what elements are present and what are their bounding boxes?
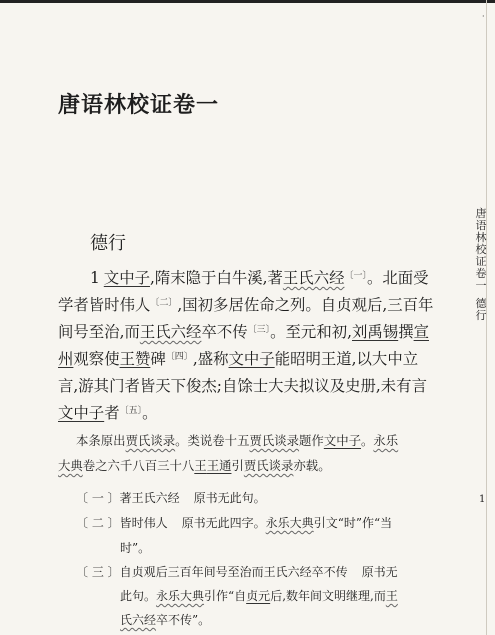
side-title-char: 卷 (475, 267, 487, 280)
book-name: 大典 (58, 458, 83, 473)
book-name: 永乐大典 (156, 589, 205, 603)
commentary-text: 亦载。 (293, 458, 331, 473)
commentary-text: 。 (360, 433, 374, 448)
note-text: 自贞观后三百年间号至治而王氏六经卒不传 (119, 565, 348, 579)
commentary-line-2 (58, 456, 331, 474)
note-ref: 〔五〕 (119, 406, 143, 416)
entry-text: 卒不传 (201, 323, 248, 341)
book-name: 永乐 (373, 433, 399, 448)
book-name: 氏六经 (120, 613, 157, 627)
entry-text: 间号至治,而 (58, 323, 140, 341)
entry-line-3 (58, 320, 429, 342)
commentary-text: 。类说卷十五 (175, 433, 250, 448)
commentary-line-1 (76, 431, 398, 449)
note-3 (76, 563, 398, 580)
person-name: 刘禹锡 (352, 323, 399, 341)
note-text: 原书无 (361, 565, 398, 579)
entry-text: 者 (104, 404, 120, 422)
person-name: 文中子 (228, 350, 275, 368)
book-name: 贾氏谈录 (125, 433, 176, 448)
commentary-text: 卷之六千八百三十八 (82, 458, 195, 473)
note-ref: 〔三〕 (247, 325, 271, 335)
side-title-char: 校 (475, 243, 487, 256)
note-text: 原书无此句。 (193, 491, 266, 505)
person-name: 王通 (206, 458, 232, 473)
note-text: 著王氏六经 (119, 491, 180, 505)
entry-text: 能昭明王道,以大中立 (274, 350, 419, 368)
side-title-char: 唐 (475, 207, 487, 220)
book-name: 贾氏谈录 (243, 458, 294, 473)
person-name: 王 (194, 458, 207, 473)
note-ref: 〔四〕 (165, 352, 193, 362)
note-text: 卒不传”。 (156, 613, 211, 627)
entry-text: ,盛称 (192, 350, 229, 368)
note-text: 皆时伟人 (119, 516, 168, 530)
person-name: 文中子 (58, 404, 105, 422)
side-title-char: 语 (475, 219, 487, 232)
commentary-text: 本条原出 (76, 433, 126, 448)
person-name: 王赞 (119, 350, 151, 368)
note-marker: 〔 一 〕 (76, 491, 120, 505)
book-name: 贾氏谈录 (249, 433, 300, 448)
note-marker: 〔 二 〕 (76, 516, 120, 530)
person-name: 文中子 (323, 433, 361, 448)
entry-line-1 (90, 266, 429, 288)
place-name: 宣 (413, 323, 429, 341)
book-title: 唐语林校证卷一 (58, 92, 220, 118)
side-title-char: 一 (475, 279, 487, 292)
entry-text: ,国初多居佐命之列。自贞观后,三百年 (177, 296, 434, 314)
note-1 (76, 489, 266, 506)
note-text: 引作“自 (204, 589, 247, 603)
book-name: 永乐大典 (265, 516, 314, 530)
note-ref: 〔一〕 (344, 271, 367, 281)
entry-line-4 (58, 347, 418, 369)
entry-text: 学者皆时伟人 (58, 296, 151, 314)
note-text: 后,数年间文明继理,而 (270, 589, 386, 603)
top-border (0, 0, 495, 3)
note-3-cont-2 (120, 611, 210, 628)
side-section-char: 行 (475, 309, 487, 322)
side-title-char: 证 (475, 255, 487, 268)
place-name: 州 (58, 350, 74, 368)
entry-text: 碑 (150, 350, 166, 368)
note-ref: 〔二〕 (150, 298, 178, 308)
note-text: 引文“时”作“当 (313, 516, 393, 530)
note-text: 原书无此四字。 (181, 516, 266, 530)
running-header-vertical (474, 208, 488, 322)
commentary-text: 题作 (299, 433, 324, 448)
era-name: 贞元 (246, 589, 271, 603)
book-name: 王氏六经 (282, 269, 345, 287)
entry-number: 1 (90, 269, 100, 287)
book-name: 王 (385, 589, 398, 603)
entry-text: 观察使 (73, 350, 120, 368)
commentary-text: 引 (231, 458, 244, 473)
entry-text: 。北面受 (367, 269, 429, 287)
entry-line-5: 言,游其门者皆天下俊杰;自馀士大夫拟议及史册,未有言 (58, 377, 427, 395)
note-text: 此句。 (120, 589, 157, 603)
book-name: 王氏六经 (139, 323, 202, 341)
page-number: 1 (479, 494, 486, 505)
corner-mark: · (482, 12, 485, 21)
note-2-cont: 时”。 (120, 541, 151, 555)
entry-line-2 (58, 293, 433, 315)
note-2 (76, 514, 392, 531)
note-marker: 〔 三 〕 (76, 565, 120, 579)
entry-text: 。 (142, 404, 158, 422)
side-title-char: 林 (475, 231, 487, 244)
entry-text: ,隋末隐于白牛溪,著 (149, 269, 283, 287)
entry-line-6 (58, 401, 158, 423)
side-section-char: 德 (475, 297, 487, 310)
entry-text: 。至元和初, (270, 323, 352, 341)
entry-text: 撰 (398, 323, 414, 341)
section-title: 德行 (90, 233, 126, 254)
person-name: 文中子 (103, 269, 150, 287)
note-3-cont (120, 587, 398, 604)
